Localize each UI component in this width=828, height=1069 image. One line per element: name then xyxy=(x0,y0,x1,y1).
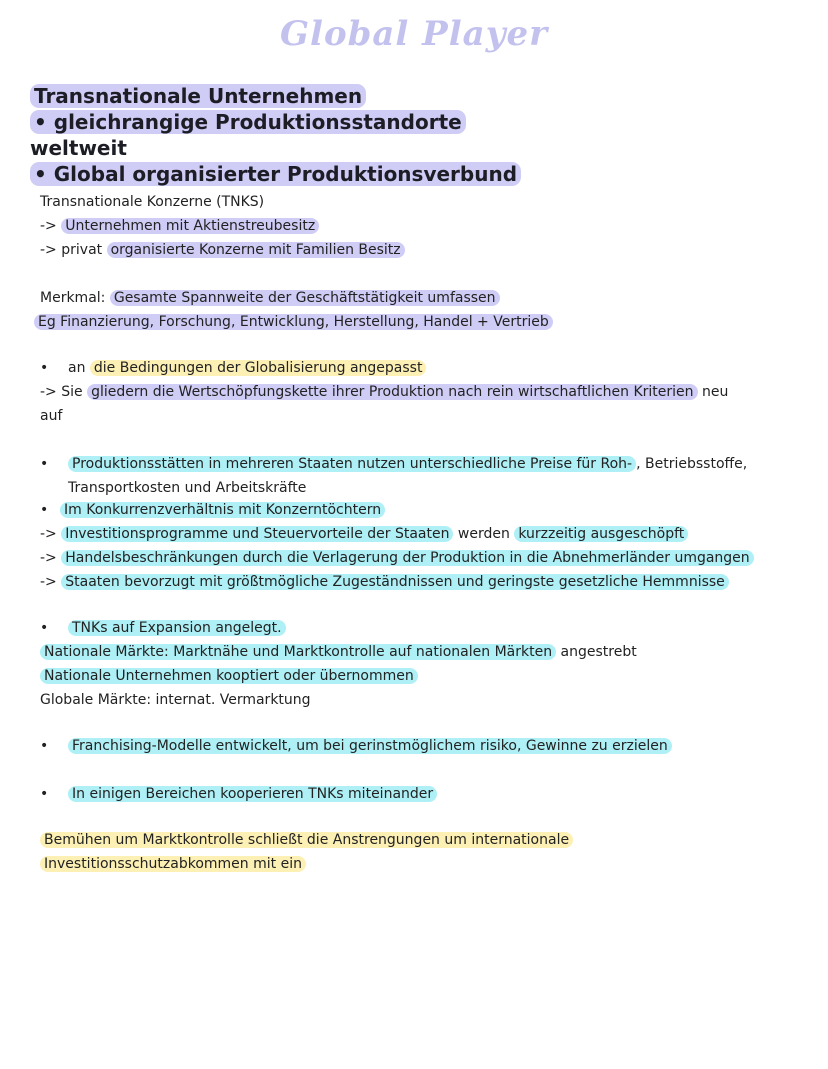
s2-arrow-2 xyxy=(40,548,754,568)
closing-line-1-text: Bemühen um Marktkontrolle schließt die Anstrengungen um internationale xyxy=(40,832,573,848)
arrow-text: -> xyxy=(40,574,57,590)
heading-line xyxy=(30,136,127,160)
bullet-glyph: • xyxy=(40,360,49,376)
s1-arrow-post: neu xyxy=(697,384,729,400)
s3-line-1-text: Nationale Märkte: Marktnähe und Marktkontrolle auf nationalen Märkten xyxy=(40,644,556,660)
heading-line xyxy=(30,84,366,108)
bullet-glyph: • xyxy=(40,620,49,636)
s3-line-3: Globale Märkte: internat. Vermarktung xyxy=(40,692,311,708)
closing-line-2 xyxy=(40,854,306,874)
bullet-glyph: • xyxy=(40,456,49,472)
s3-line-1 xyxy=(40,642,637,662)
s3-line-2-text: Nationale Unternehmen kooptiert oder übernommen xyxy=(40,668,418,684)
merkmal-line-2-text: Eg Finanzierung, Forschung, Entwicklung, Herstellung, Handel + Vertrieb xyxy=(34,314,553,330)
s2-arrow-1-mid: werden xyxy=(453,526,515,542)
s3-bullet-text: TNKs auf Expansion angelegt. xyxy=(68,620,286,636)
s3-line-1-post: angestrebt xyxy=(556,644,637,660)
arrow-text: -> xyxy=(40,218,57,234)
s2-arrow-1-text: Investitionsprogramme und Steuervorteile der Staaten xyxy=(61,526,453,542)
arrow-text: -> xyxy=(40,242,57,258)
s4-bullet-2 xyxy=(68,784,437,804)
merkmal-text: Gesamte Spannweite der Geschäftstätigkeit umfassen xyxy=(110,290,500,306)
s2-bullet-1-cont: Transportkosten und Arbeitskräfte xyxy=(68,480,307,496)
s3-bullet xyxy=(68,618,286,638)
heading-text: • gleichrangige Produktionsstandorte xyxy=(30,110,466,134)
merkmal-line xyxy=(40,288,500,308)
arrow-text: -> xyxy=(40,384,57,400)
page-title: Global Player xyxy=(280,14,548,54)
merkmal-line-2 xyxy=(34,312,553,332)
closing-line-2-text: Investitionsschutzabkommen mit ein xyxy=(40,856,306,872)
s1-arrow-pre: Sie xyxy=(61,384,88,400)
closing-line-1 xyxy=(40,830,573,850)
s2-bullet-1 xyxy=(68,454,747,474)
s2-bullet-2-text: Im Konkurrenzverhältnis mit Konzerntöchtern xyxy=(60,502,385,518)
tnks-line-1 xyxy=(40,216,319,236)
s2-arrow-1 xyxy=(40,524,688,544)
s1-arrow-cont: auf xyxy=(40,408,63,424)
merkmal-label: Merkmal: xyxy=(40,290,110,306)
heading-line xyxy=(30,162,521,186)
s2-arrow-3-text: Staaten bevorzugt mit größtmögliche Zugeständnissen und geringste gesetzliche Hemmnisse xyxy=(61,574,729,590)
tnks-intro: Transnationale Konzerne (TNKS) xyxy=(40,194,265,210)
arrow-text: -> xyxy=(40,526,57,542)
s1-bullet-text: die Bedingungen der Globalisierung angepasst xyxy=(90,360,427,376)
s2-arrow-2-text: Handelsbeschränkungen durch die Verlagerung der Produktion in die Abnehmerländer umgangen xyxy=(61,550,753,566)
s4-bullet-1-text: Franchising-Modelle entwickelt, um bei gerinstmöglichem risiko, Gewinne zu erzielen xyxy=(68,738,672,754)
s3-line-2 xyxy=(40,666,418,686)
s2-bullet-1-text: Produktionsstätten in mehreren Staaten nutzen unterschiedliche Preise für Roh- xyxy=(68,456,636,472)
s1-bullet-pre: an xyxy=(68,360,90,376)
s1-bullet-line xyxy=(68,358,426,378)
tnks-line-2-text: organisierte Konzerne mit Familien Besitz xyxy=(107,242,405,258)
heading-text: • Global organisierter Produktionsverbund xyxy=(30,162,521,186)
s1-arrow-line xyxy=(40,382,728,402)
s2-bullet-2 xyxy=(60,500,385,520)
heading-line xyxy=(30,110,466,134)
bullet-glyph: • xyxy=(40,786,49,802)
tnks-line-1-text: Unternehmen mit Aktienstreubesitz xyxy=(61,218,319,234)
s1-arrow-text: gliedern die Wertschöpfungskette ihrer Produktion nach rein wirtschaftlichen Kriterien xyxy=(87,384,697,400)
tnks-line-2-pre: privat xyxy=(61,242,107,258)
bullet-glyph: • xyxy=(40,502,49,518)
arrow-text: -> xyxy=(40,550,57,566)
s4-bullet-2-text: In einigen Bereichen kooperieren TNKs miteinander xyxy=(68,786,437,802)
s4-bullet-1 xyxy=(68,736,672,756)
s2-arrow-3 xyxy=(40,572,729,592)
tnks-line-2 xyxy=(40,240,405,260)
s2-bullet-1-post: , Betriebsstoffe, xyxy=(636,456,748,472)
heading-text: Transnationale Unternehmen xyxy=(30,84,366,108)
heading-text: weltweit xyxy=(30,136,127,160)
bullet-glyph: • xyxy=(40,738,49,754)
s2-arrow-1-text-2: kurzzeitig ausgeschöpft xyxy=(514,526,688,542)
